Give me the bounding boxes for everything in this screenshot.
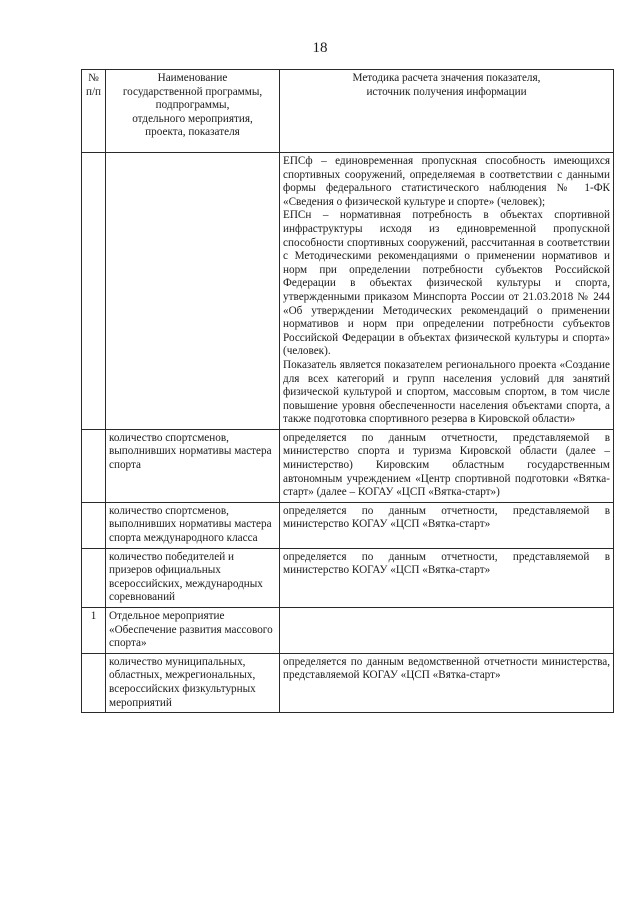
page-number: 18 [312,40,328,56]
table-row [82,502,614,548]
table-row [82,653,614,712]
header-name: Наименование государственной программы, подпрограммы, отдельного мероприятия, проекта, показателя [106,70,280,153]
row-number [82,653,106,712]
row-number [82,548,106,607]
method-paragraph: Показатель является показателем регионального проекта «Создание для всех категорий и групп населения условий для занятий физической культурой и спортом, массовым спортом, в том числе повышение уровня обеспеченности населения объектами спорта, а также подготовка спортивного резерва в Кировской области» [283,358,610,426]
table-row [82,153,614,430]
row-number [82,153,106,430]
row-number [82,502,106,548]
row-method [280,429,614,502]
row-indicator-name: количество победителей и призеров официальных всероссийских, международных соревнований [106,548,280,607]
row-method [280,608,614,654]
method-paragraph: определяется по данным отчетности, представляемой в министерство КОГАУ «ЦСП «Вятка-старт» [283,504,610,531]
header-number: № п/п [82,70,106,153]
row-method [280,653,614,712]
method-paragraph: ЕПСф – единовременная пропускная способность имеющихся спортивных сооружений, определяемая в соответствии с данными формы федерального статистического наблюдения № 1-ФК «Сведения о физической культуре и спорте» (человек); [283,155,610,208]
row-number [82,429,106,502]
header-method: Методика расчета значения показателя, источник получения информации [280,70,614,153]
method-paragraph: определяется по данным отчетности, представляемой в министерство спорта и туризма Кировской области (далее – министерство) Кировским областным государственным автономным учреждением «Центр спортивной подготовки «Вятка-старт» (далее – КОГАУ «ЦСП «Вятка-старт») [283,431,610,499]
method-paragraph: ЕПСн – нормативная потребность в объектах спортивной инфраструктуры исходя из единовременной пропускной способности спортивных сооружений, рассчитанная в соответствии с Методическими рекомендациями о применении нормативов и норм при определении потребности субъектов Российской Федерации в объектах физической культуры и спорта, утвержденными приказом Минспорта России от 21.03.2018 № 244 «Об утверждении Методических рекомендаций о применении нормативов и норм при определении потребности субъектов Российской Федерации в объектах физической культуры и спорта» (человек). [283,209,610,358]
row-number: 1 [82,608,106,654]
row-indicator-name: количество спортсменов, выполнивших нормативы мастера спорта [106,429,280,502]
table-header-row [82,70,614,153]
table-row [82,608,614,654]
row-method [280,502,614,548]
row-indicator-name [106,153,280,430]
row-indicator-name: Отдельное мероприятие «Обеспечение развития массового спорта» [106,608,280,654]
row-indicator-name: количество спортсменов, выполнивших нормативы мастера спорта международного класса [106,502,280,548]
table-row [82,548,614,607]
method-paragraph: определяется по данным отчетности, представляемой в министерство КОГАУ «ЦСП «Вятка-старт» [283,550,610,577]
row-method [280,153,614,430]
indicators-table [81,69,614,713]
method-paragraph: определяется по данным ведомственной отчетности министерства, представляемой КОГАУ «ЦСП «Вятка-старт» [283,655,610,682]
row-method [280,548,614,607]
row-indicator-name: количество муниципальных, областных, межрегиональных, всероссийских физкультурных мероприятий [106,653,280,712]
table-row [82,429,614,502]
